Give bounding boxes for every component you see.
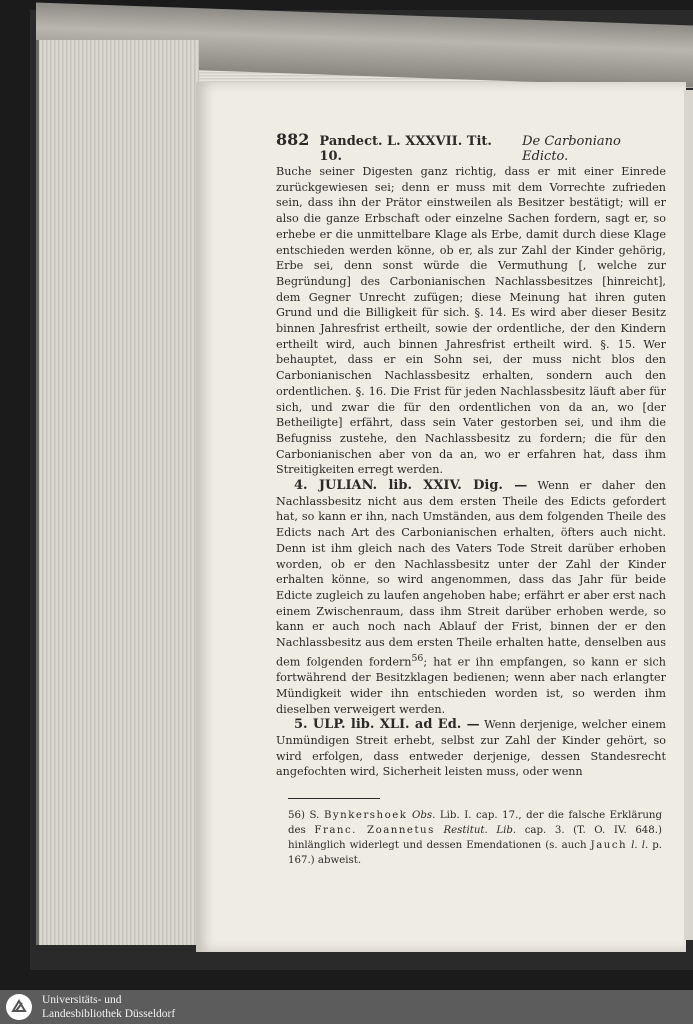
footnote-author: Bynkershoek bbox=[323, 810, 408, 822]
paragraph-sec5 bbox=[276, 717, 666, 780]
section-text-cont: ; hat er ihn empfangen, so kann er sich fortwährend der Besitzklagen bedienen; wenn aber nach erlangter Mündigkeit wider ihn entschieden worden ist, so werden ihm dieselben verweigert werden. bbox=[276, 655, 666, 716]
library-name-line2: Landesbibliothek Düsseldorf bbox=[42, 1008, 176, 1020]
footnote-text: p. 167.) abweist. bbox=[288, 839, 663, 866]
library-name-line1: Universitäts- und bbox=[42, 994, 122, 1006]
running-header bbox=[276, 130, 666, 164]
footnote-author: Jauch bbox=[590, 839, 628, 851]
paragraph-sec4 bbox=[276, 478, 666, 717]
section-heading: 4. JULIAN. lib. XXIV. Dig. — bbox=[294, 478, 528, 494]
page-edges-side bbox=[36, 40, 199, 945]
footnote-ref[interactable]: 56 bbox=[411, 652, 424, 664]
footnote-text: Lib. I. cap. 17., der die falsche Erklärung des bbox=[288, 810, 662, 836]
footnote-text: S. bbox=[309, 810, 320, 822]
section-title: De Carboniano Edicto. bbox=[522, 134, 621, 164]
library-name[interactable] bbox=[42, 993, 175, 1021]
section-heading: 5. ULP. lib. XLI. ad Ed. — bbox=[294, 717, 480, 733]
footnote-text: cap. 3. (T. O. IV. 648.) hinlänglich widerlegt und dessen Emendationen (s. auch bbox=[288, 824, 662, 851]
footnote-work: Obs. bbox=[412, 810, 436, 822]
footnote-author: Franc. Zoannetus bbox=[314, 824, 435, 836]
page-number: 882 bbox=[276, 130, 310, 149]
section-text: Wenn derjenige, welcher einem Unmündigen Streit erhebt, selbst zur Zahl der Kinder gehört, so wird erfolgen, dass entweder derjenige, dessen Standesrecht angefochten wird, Sicherheit leisten muss, oder wenn bbox=[276, 718, 667, 779]
footnote-work: l. l. bbox=[631, 839, 649, 851]
page-fold bbox=[684, 90, 693, 940]
footnote bbox=[276, 809, 666, 868]
footnote-work: Restitut. Lib. bbox=[443, 824, 517, 836]
footnote-rule bbox=[288, 798, 380, 799]
section-text: Wenn er daher den Nachlassbesitz nicht aus dem ersten Theile des Edicts gefordert hat, so kann er ihn, nach Umständen, aus dem folgenden Theile des Edicts nach Art des Carbonianischen erhalten, öfters auch nicht. Denn ist ihm gleich nach des Vaters Tode Streit darüber erhoben worden, ob er den Nachlassbesitz unter der Zahl der Kinder erhalten könne, so wird angenommen, dass das Jahr für beide Edicte zugleich zu laufen angehoben habe; erfährt er aber erst nach einem Zwischenraum, dass ihm Streit darüber erhoben werde, so kann er auch noch nach Ablauf der Frist, binnen der er den Nachlassbesitz aus dem ersten Theile erhalten hatte, denselben aus dem folgenden fordern bbox=[276, 479, 666, 669]
page-content bbox=[276, 130, 666, 868]
footnote-number: 56) bbox=[288, 810, 305, 822]
library-logo-icon[interactable] bbox=[6, 994, 32, 1020]
running-title: Pandect. L. XXXVII. Tit. 10. bbox=[319, 134, 492, 164]
body-text bbox=[276, 164, 666, 780]
paragraph: Buche seiner Digesten ganz richtig, dass er mit einer Einrede zurückgewiesen sei; denn er muss mit dem Vorrechte zufrieden sein, dass ihn der Prätor einstweilen als Besitzer bestätigt; will er also die ganze Erbschaft oder einzelne Sachen fordern, sagt er, so erhebe er die unmittelbare Klage als Erbe, damit durch diese Klage entschieden werden könne, ob er, als zur Zahl der Kinder gehörig, Erbe sei, denn sonst würde die Vermuthung [, welche zur Begründung] des Carbonianischen Nachlassbesitzes [hinreicht], dem Gegner Unrecht zufügen; diese Meinung hat ihren guten Grund und die Billigkeit für sich. §. 14. Es wird aber dieser Besitz binnen Jahresfrist ertheilt, sowie der ordentliche, der den Kindern ertheilt wird, auch binnen Jahresfrist ertheilt wird. §. 15. Wer behauptet, dass er ein Sohn sei, der muss nicht blos den Carbonianischen Nachlassbesitz erhalten, sondern auch den ordentlichen. §. 16. Die Frist für jeden Nachlassbesitz läuft aber für sich, und zwar die für den ordentlichen von da an, wo [der Betheiligte] erfährt, dass sein Vater gestorben sei, und ihm die Befugniss zustehe, den Nachlassbesitz zu fordern; die für den Carbonianischen aber von da an, wo er erfahren hat, dass ihm Streitigkeiten erregt werden. bbox=[276, 165, 666, 477]
